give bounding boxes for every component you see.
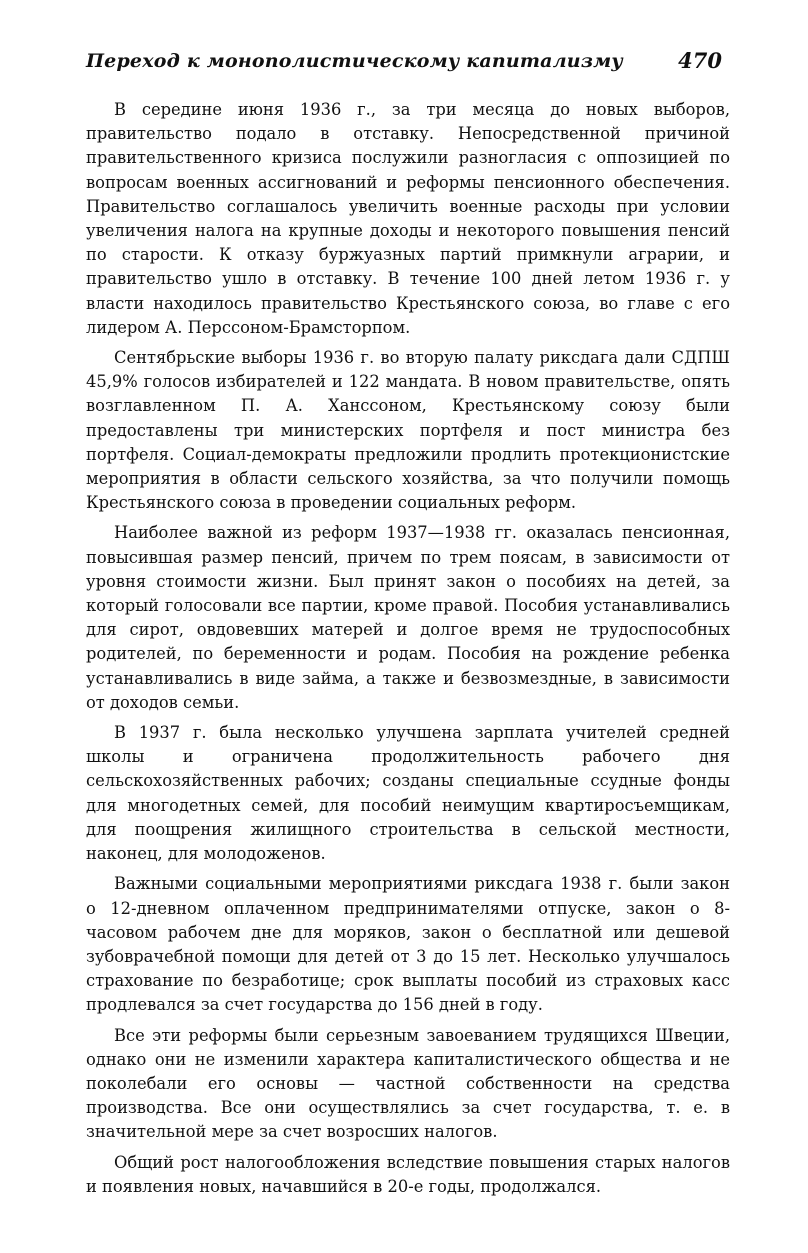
paragraph: Сентябрьские выборы 1936 г. во вторую палату риксдага дали СДПШ 45,9% голосов избирателей и 122 мандата. В новом правительстве, опять возглавленном П. А. Ханссоном, Крестьянскому союзу были предоставлены три министерских портфеля и пост министра без портфеля. Социал-демократы предложили продлить протекционистские мероприятия в области сельского хозяйства, за что получили помощь Крестьянского союза в проведении социальных реформ. (86, 348, 730, 513)
paragraph: В 1937 г. была несколько улучшена зарплата учителей средней школы и ограничена продолжительность рабочего дня сельскохозяйственных рабочих; созданы специальные ссудные фонды для многодетных семей, для пособий неимущим квартиросъемщикам, для поощрения жилищного строительства в сельской местности, наконец, для молодоженов. (86, 723, 730, 864)
paragraph: Наиболее важной из реформ 1937—1938 гг. оказалась пенсионная, повысившая размер пенсий, причем по трем поясам, в зависимости от уровня стоимости жизни. Был принят закон о пособиях на детей, за который голосовали все партии, кроме правой. Пособия устанавливались для сирот, овдовевших матерей и долгое время не трудоспособных родителей, по беременности и родам. Пособия на рождение ребенка устанавливались в виде займа, а также и безвозмездные, в зависимости от доходов семьи. (86, 523, 730, 712)
body-text (86, 98, 730, 1199)
paragraph: Все эти реформы были серьезным завоеванием трудящихся Швеции, однако они не изменили характера капиталистического общества и не поколебали его основы — частной собственности на средства производства. Все они осуществлялись за счет государства, т. е. в значительной мере за счет возросших налогов. (86, 1025, 730, 1142)
page-number: 470 (678, 48, 722, 73)
book-page (86, 44, 730, 1205)
paragraph: Важными социальными мероприятиями риксдага 1938 г. были закон о 12-дневном оплаченном предпринимателями отпуске, закон о 8-часовом рабочем дне для моряков, закон о бесплатной или дешевой зубоврачебной помощи для детей от 3 до 15 лет. Несколько улучшалось страхование по безработице; срок выплаты пособий из страховых касс продлевался за счет государства до 156 дней в году. (86, 874, 730, 1015)
paragraph: В середине июня 1936 г., за три месяца до новых выборов, правительство подало в отставку. Непосредственной причиной правительственного кризиса послужили разногласия с оппозицией по вопросам военных ассигнований и реформы пенсионного обеспечения. Правительство соглашалось увеличить военные расходы при условии увеличения налога на крупные доходы и некоторого повышения пенсий по старости. К отказу буржуазных партий примкнули аграрии, и правительство ушло в отставку. В течение 100 дней летом 1936 г. у власти находилось правительство Крестьянского союза, во главе с его лидером А. Перссоном-Брамсторпом. (86, 100, 730, 337)
paragraph: Общий рост налогообложения вследствие повышения старых налогов и появления новых, начавшийся в 20-е годы, продолжался. (86, 1152, 730, 1196)
running-header (86, 44, 730, 80)
running-title: Переход к монополистическому капитализму (86, 50, 623, 72)
